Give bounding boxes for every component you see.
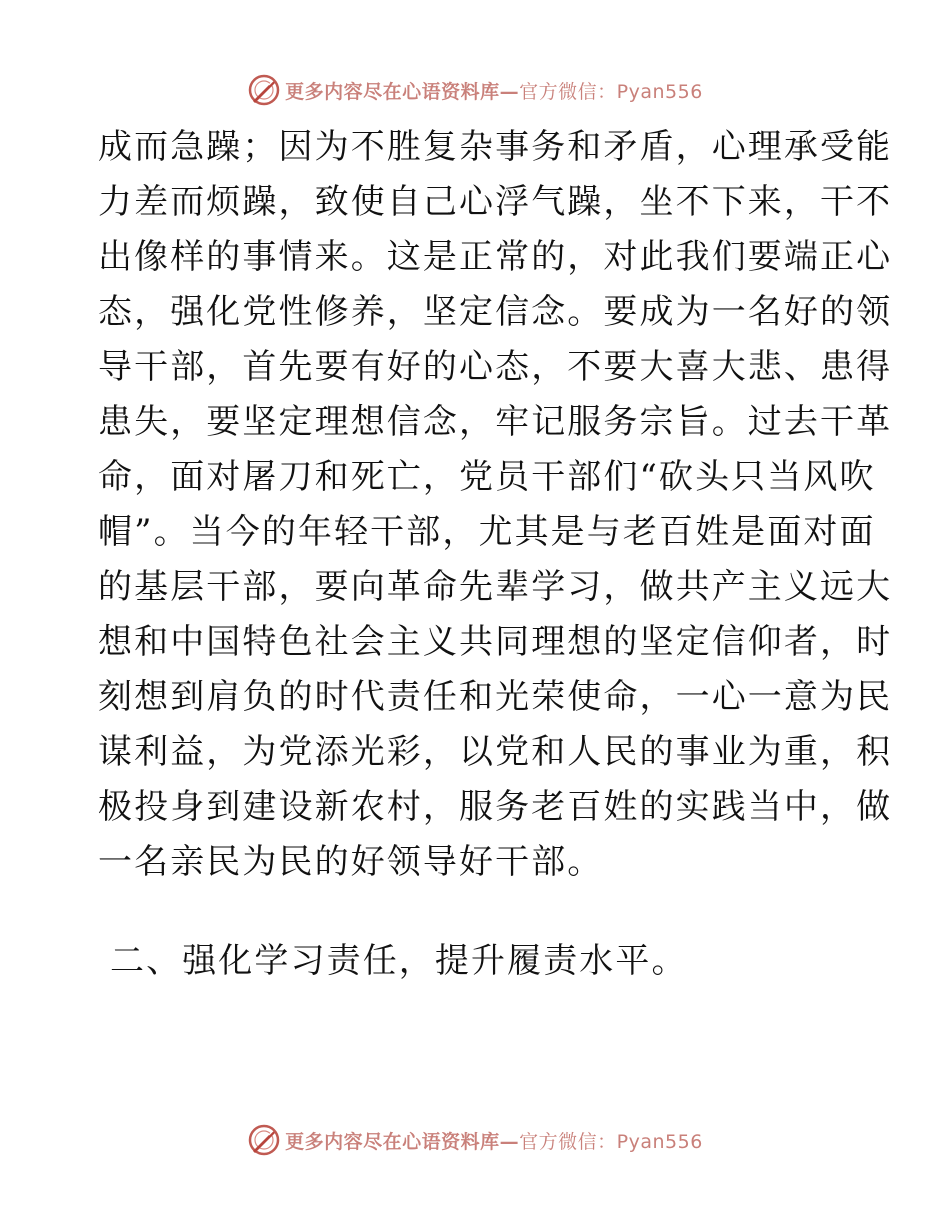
header-banner-text: 更多内容尽在心语资料库—官方微信：Pyan556 [285, 80, 703, 103]
body-line: 命，面对屠刀和死亡，党员干部们“砍头只当风吹 [98, 457, 876, 497]
document-body [98, 120, 893, 989]
body-line: 的基层干部，要向革命先辈学习，做共产主义远大 [98, 567, 893, 607]
body-line: 态，强化党性修养，坚定信念。要成为一名好的领 [98, 292, 893, 332]
body-line: 力差而烦躁，致使自己心浮气躁，坐不下来，干不 [98, 182, 893, 222]
header-banner [247, 73, 703, 107]
section-heading: 二、强化学习责任，提升履责水平。 [110, 941, 688, 981]
body-line: 刻想到肩负的时代责任和光荣使命，一心一意为民 [98, 677, 893, 717]
body-line: 患失，要坚定理想信念，牢记服务宗旨。过去干革 [98, 402, 893, 442]
header-wechat-id: 官方微信：Pyan556 [519, 80, 703, 103]
body-line: 导干部，首先要有好的心态，不要大喜大悲、患得 [98, 347, 893, 387]
page-footer [0, 1120, 950, 1160]
pen-nib-logo-icon [247, 1123, 281, 1157]
body-line: 帽”。当今的年轻干部，尤其是与老百姓是面对面 [98, 512, 876, 552]
page-header [0, 70, 950, 110]
body-line: 成而急躁；因为不胜复杂事务和矛盾，心理承受能 [98, 127, 893, 167]
footer-banner [247, 1123, 703, 1157]
body-line: 极投身到建设新农村，服务老百姓的实践当中，做 [98, 787, 893, 827]
pen-nib-logo-icon [247, 73, 281, 107]
footer-banner-text: 更多内容尽在心语资料库—官方微信：Pyan556 [285, 1130, 703, 1153]
body-line: 想和中国特色社会主义共同理想的坚定信仰者，时 [98, 622, 893, 662]
body-line: 出像样的事情来。这是正常的，对此我们要端正心 [98, 237, 893, 277]
body-line: 谋利益，为党添光彩，以党和人民的事业为重，积 [98, 732, 893, 772]
footer-wechat-id: 官方微信：Pyan556 [519, 1130, 703, 1153]
body-line: 一名亲民为民的好领导好干部。 [98, 842, 604, 882]
